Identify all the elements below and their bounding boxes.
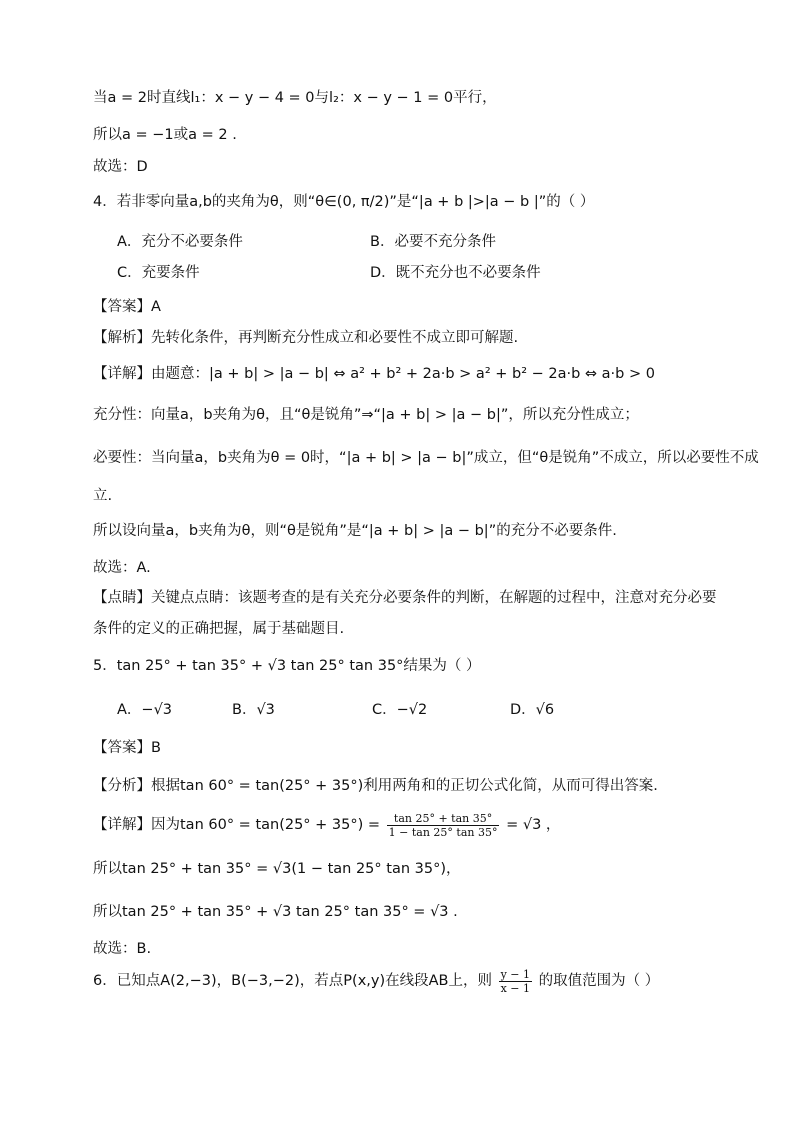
- text-line: 所以a = −1或a = 2 .: [93, 127, 237, 143]
- option-d: D．√6: [510, 702, 555, 718]
- fraction-numerator: tan 25° + tan 35°: [387, 812, 500, 826]
- question-4: 4．若非零向量a,b的夹角为θ，则“θ∈(0, π/2)”是“|a + b |>|a − b |”的（ ）: [93, 194, 595, 210]
- fraction: [387, 812, 500, 839]
- fraction-numerator: y − 1: [500, 967, 531, 981]
- remark-text: 【点睛】关键点点睛：该题考查的是有关充分必要条件的判断，在解题的过程中，注意对充分必要: [93, 590, 717, 606]
- option-b: B．必要不充分条件: [370, 234, 496, 250]
- detail-text: = √3 ，: [506, 817, 561, 833]
- necessity-text: 必要性：当向量a，b夹角为θ = 0时，“|a + b| > |a − b|”成立，但“θ是锐角”不成立，所以必要性不成: [93, 450, 759, 466]
- option-a: A．−√3: [117, 702, 173, 718]
- fraction-denominator: 1 − tan 25° tan 35°: [388, 825, 498, 839]
- option-c: C．−√2: [372, 702, 428, 718]
- analysis-text: 【分析】根据tan 60° = tan(25° + 35°)利用两角和的正切公式化简，从而可得出答案.: [93, 778, 658, 794]
- choice-text: 故选：B.: [93, 941, 152, 957]
- answer-label: 【答案】B: [93, 740, 161, 756]
- option-b: B．√3: [232, 702, 275, 718]
- option-a: A．充分不必要条件: [117, 234, 243, 250]
- question-text: 6．已知点A(2,−3)，B(−3,−2)，若点P(x,y)在线段AB上，则: [93, 973, 492, 989]
- answer-label: 【答案】A: [93, 299, 161, 315]
- sufficiency-text: 充分性：向量a，b夹角为θ，且“θ是锐角”⇒“|a + b| > |a − b|”，所以充分性成立；: [93, 407, 639, 423]
- derivation-text: 所以tan 25° + tan 35° = √3(1 − tan 25° tan 35°)，: [93, 861, 461, 877]
- text-line: 当a = 2时直线l₁：x − y − 4 = 0与l₂：x − y − 1 = 0平行，: [93, 90, 497, 106]
- remark-text-cont: 条件的定义的正确把握，属于基础题目.: [93, 621, 345, 637]
- question-text: 的取值范围为（ ）: [538, 973, 660, 989]
- detail-formula: [93, 810, 560, 840]
- option-d: D．既不充分也不必要条件: [370, 265, 541, 281]
- question-5: 5．tan 25° + tan 35° + √3 tan 25° tan 35°结果为（ ）: [93, 658, 481, 674]
- fraction: [499, 968, 532, 995]
- option-c: C．充要条件: [117, 265, 200, 281]
- question-6: [93, 966, 659, 996]
- detail-text: 【详解】由题意：|a + b| > |a − b| ⇔ a² + b² + 2a·b > a² + b² − 2a·b ⇔ a·b > 0: [93, 366, 655, 382]
- text-line: 故选：D: [93, 159, 148, 175]
- fraction-denominator: x − 1: [500, 981, 531, 995]
- choice-text: 故选：A.: [93, 560, 151, 576]
- analysis-text: 【解析】先转化条件，再判断充分性成立和必要性不成立即可解题.: [93, 330, 519, 346]
- detail-text: 【详解】因为tan 60° = tan(25° + 35°) =: [93, 817, 381, 833]
- derivation-text: 所以tan 25° + tan 35° + √3 tan 25° tan 35° = √3 .: [93, 904, 458, 920]
- conclusion-text: 所以设向量a，b夹角为θ，则“θ是锐角”是“|a + b| > |a − b|”的充分不必要条件.: [93, 523, 617, 539]
- necessity-text-cont: 立.: [93, 488, 113, 504]
